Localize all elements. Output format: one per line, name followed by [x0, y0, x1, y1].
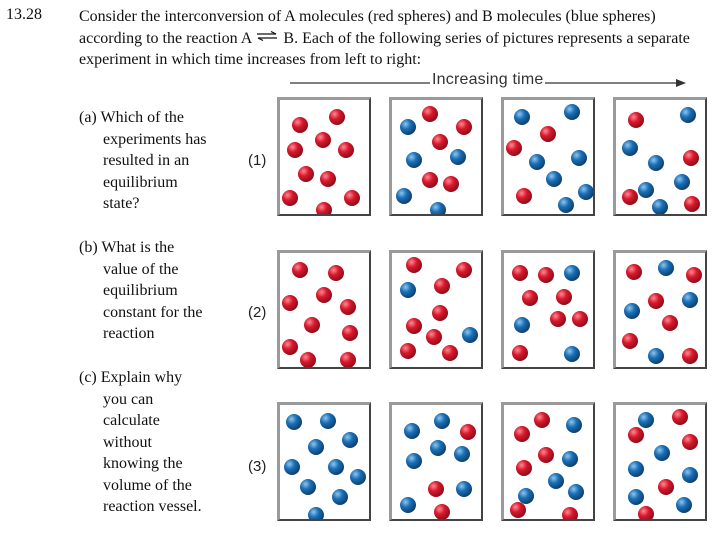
molecule-a-red: [506, 140, 522, 156]
molecule-a-red: [512, 265, 528, 281]
molecule-b-blue: [454, 446, 470, 462]
question-c: [79, 367, 229, 518]
experiment-1-frame-1: [277, 97, 371, 216]
problem-intro: [79, 6, 709, 71]
molecule-a-red: [682, 348, 698, 364]
molecule-a-red: [522, 290, 538, 306]
question-b-line: equilibrium: [103, 282, 178, 299]
molecule-a-red: [534, 412, 550, 428]
question-c-line: volume of the: [103, 476, 192, 494]
molecule-a-red: [406, 318, 422, 334]
molecule-b-blue: [680, 107, 696, 123]
molecule-a-red: [628, 427, 644, 443]
molecule-a-red: [320, 171, 336, 187]
molecule-a-red: [684, 196, 700, 212]
molecule-a-red: [443, 176, 459, 192]
molecule-a-red: [282, 190, 298, 206]
molecule-a-red: [562, 507, 578, 519]
question-a-line: (a) Which of the: [79, 109, 184, 126]
molecule-b-blue: [328, 459, 344, 475]
equilibrium-arrows-icon: [256, 31, 278, 41]
molecule-b-blue: [406, 152, 422, 168]
molecule-b-blue: [404, 423, 420, 439]
molecule-b-blue: [564, 104, 580, 120]
molecule-b-blue: [350, 469, 366, 485]
molecule-b-blue: [308, 507, 324, 519]
experiment-2-frame-1: [277, 250, 371, 369]
question-a-line: equilibrium: [103, 173, 178, 191]
molecule-a-red: [442, 345, 458, 361]
molecule-a-red: [316, 202, 332, 214]
molecule-a-red: [672, 409, 688, 425]
molecule-b-blue: [396, 188, 412, 204]
molecule-a-red: [340, 299, 356, 315]
molecule-b-blue: [622, 140, 638, 156]
molecule-a-red: [682, 434, 698, 450]
molecule-a-red: [626, 264, 642, 280]
question-b-line: reaction: [103, 325, 155, 342]
molecule-a-red: [572, 311, 588, 327]
experiment-3-frame-2: [389, 402, 483, 521]
experiment-2-frame-2: [389, 250, 483, 369]
intro-text-before: Consider the interconversion of A molecules (red spheres) and B molecules (blue spheres) according to the reaction A: [79, 8, 656, 47]
molecule-a-red: [512, 345, 528, 361]
molecule-b-blue: [562, 451, 578, 467]
molecule-b-blue: [566, 417, 582, 433]
molecule-a-red: [658, 479, 674, 495]
molecule-b-blue: [546, 171, 562, 187]
question-a-line: experiments has: [103, 130, 207, 148]
question-c-line: you can: [103, 390, 154, 408]
molecule-b-blue: [406, 453, 422, 469]
molecule-a-red: [426, 329, 442, 345]
molecule-a-red: [282, 295, 298, 311]
molecule-a-red: [538, 447, 554, 463]
question-b: [79, 237, 229, 345]
question-c-line: (c) Explain why: [79, 369, 183, 386]
question-b-line: constant for the: [103, 303, 203, 321]
molecule-b-blue: [462, 327, 478, 343]
molecule-a-red: [304, 317, 320, 333]
experiment-1-frame-3: [501, 97, 595, 216]
experiment-label-3: (3): [248, 458, 267, 475]
molecule-a-red: [287, 142, 303, 158]
molecule-a-red: [406, 257, 422, 273]
molecule-b-blue: [578, 184, 593, 200]
molecule-a-red: [556, 289, 572, 305]
molecule-a-red: [329, 109, 345, 125]
problem-number: 13.28: [6, 6, 42, 23]
molecule-a-red: [338, 142, 354, 158]
experiment-1-frame-2: [389, 97, 483, 216]
molecule-b-blue: [652, 199, 668, 214]
question-a-line: state?: [103, 195, 140, 212]
experiment-label-2: (2): [248, 304, 267, 321]
molecule-a-red: [628, 112, 644, 128]
molecule-a-red: [316, 287, 332, 303]
molecule-a-red: [456, 119, 472, 135]
experiment-2-frame-4: [613, 250, 707, 369]
molecule-b-blue: [682, 467, 698, 483]
molecule-a-red: [434, 278, 450, 294]
experiment-3-frame-1: [277, 402, 371, 521]
molecule-a-red: [460, 424, 476, 440]
molecule-b-blue: [400, 282, 416, 298]
experiment-3-frame-3: [501, 402, 595, 521]
molecule-a-red: [432, 305, 448, 321]
molecule-b-blue: [518, 488, 534, 504]
molecule-a-red: [422, 106, 438, 122]
molecule-a-red: [514, 426, 530, 442]
question-c-line: knowing the: [103, 455, 183, 472]
increasing-time-label: Increasing time: [432, 71, 544, 88]
molecule-b-blue: [674, 174, 690, 190]
molecule-a-red: [282, 339, 298, 355]
molecule-a-red: [686, 267, 702, 283]
molecule-a-red: [638, 506, 654, 519]
molecule-a-red: [432, 134, 448, 150]
molecule-b-blue: [558, 197, 574, 213]
question-c-line: reaction vessel.: [103, 498, 202, 515]
molecule-b-blue: [676, 497, 692, 513]
molecule-b-blue: [624, 303, 640, 319]
molecule-b-blue: [332, 489, 348, 505]
question-b-line: value of the: [103, 260, 179, 278]
molecule-a-red: [298, 166, 314, 182]
experiment-1-frame-4: [613, 97, 707, 216]
molecule-a-red: [516, 188, 532, 204]
molecule-b-blue: [648, 348, 664, 364]
molecule-b-blue: [514, 109, 530, 125]
molecule-a-red: [434, 504, 450, 519]
molecule-a-red: [292, 117, 308, 133]
molecule-b-blue: [514, 317, 530, 333]
molecule-a-red: [510, 502, 526, 518]
molecule-b-blue: [638, 412, 654, 428]
molecule-b-blue: [320, 413, 336, 429]
molecule-a-red: [300, 352, 316, 367]
molecule-b-blue: [308, 439, 324, 455]
molecule-a-red: [344, 190, 360, 206]
experiment-3-frame-4: [613, 402, 707, 521]
molecule-b-blue: [430, 440, 446, 456]
molecule-a-red: [328, 265, 344, 281]
molecule-a-red: [422, 172, 438, 188]
molecule-a-red: [662, 315, 678, 331]
molecule-b-blue: [430, 202, 446, 214]
experiment-2-frame-3: [501, 250, 595, 369]
molecule-a-red: [648, 293, 664, 309]
intro-text-after: B. Each of the following series of pictures represents a separate experiment in which time increases from left to right:: [79, 29, 690, 68]
molecule-b-blue: [529, 154, 545, 170]
molecule-b-blue: [342, 432, 358, 448]
molecule-b-blue: [682, 292, 698, 308]
molecule-b-blue: [564, 265, 580, 281]
molecule-a-red: [538, 267, 554, 283]
question-a: [79, 107, 229, 215]
molecule-b-blue: [628, 461, 644, 477]
molecule-b-blue: [648, 155, 664, 171]
molecule-b-blue: [548, 473, 564, 489]
molecule-b-blue: [400, 497, 416, 513]
molecule-b-blue: [638, 182, 654, 198]
question-c-line: without: [103, 433, 152, 451]
molecule-a-red: [292, 262, 308, 278]
molecule-a-red: [550, 311, 566, 327]
molecule-b-blue: [568, 484, 584, 500]
molecule-a-red: [540, 126, 556, 142]
molecule-a-red: [622, 189, 638, 205]
molecule-a-red: [622, 333, 638, 349]
question-c-line: calculate: [103, 412, 160, 429]
experiment-label-1: (1): [248, 152, 267, 169]
molecule-a-red: [428, 481, 444, 497]
molecule-b-blue: [658, 260, 674, 276]
molecule-b-blue: [450, 149, 466, 165]
molecule-a-red: [516, 460, 532, 476]
molecule-a-red: [342, 325, 358, 341]
molecule-b-blue: [284, 459, 300, 475]
molecule-b-blue: [628, 489, 644, 505]
molecule-b-blue: [571, 150, 587, 166]
molecule-a-red: [315, 132, 331, 148]
molecule-b-blue: [400, 119, 416, 135]
molecule-b-blue: [654, 445, 670, 461]
molecule-a-red: [400, 343, 416, 359]
molecule-b-blue: [300, 479, 316, 495]
molecule-a-red: [683, 150, 699, 166]
molecule-b-blue: [434, 413, 450, 429]
molecule-b-blue: [564, 346, 580, 362]
question-a-line: resulted in an: [103, 152, 190, 169]
molecule-a-red: [340, 352, 356, 367]
molecule-b-blue: [456, 481, 472, 497]
molecule-b-blue: [286, 414, 302, 430]
question-b-line: (b) What is the: [79, 239, 175, 256]
molecule-a-red: [456, 262, 472, 278]
